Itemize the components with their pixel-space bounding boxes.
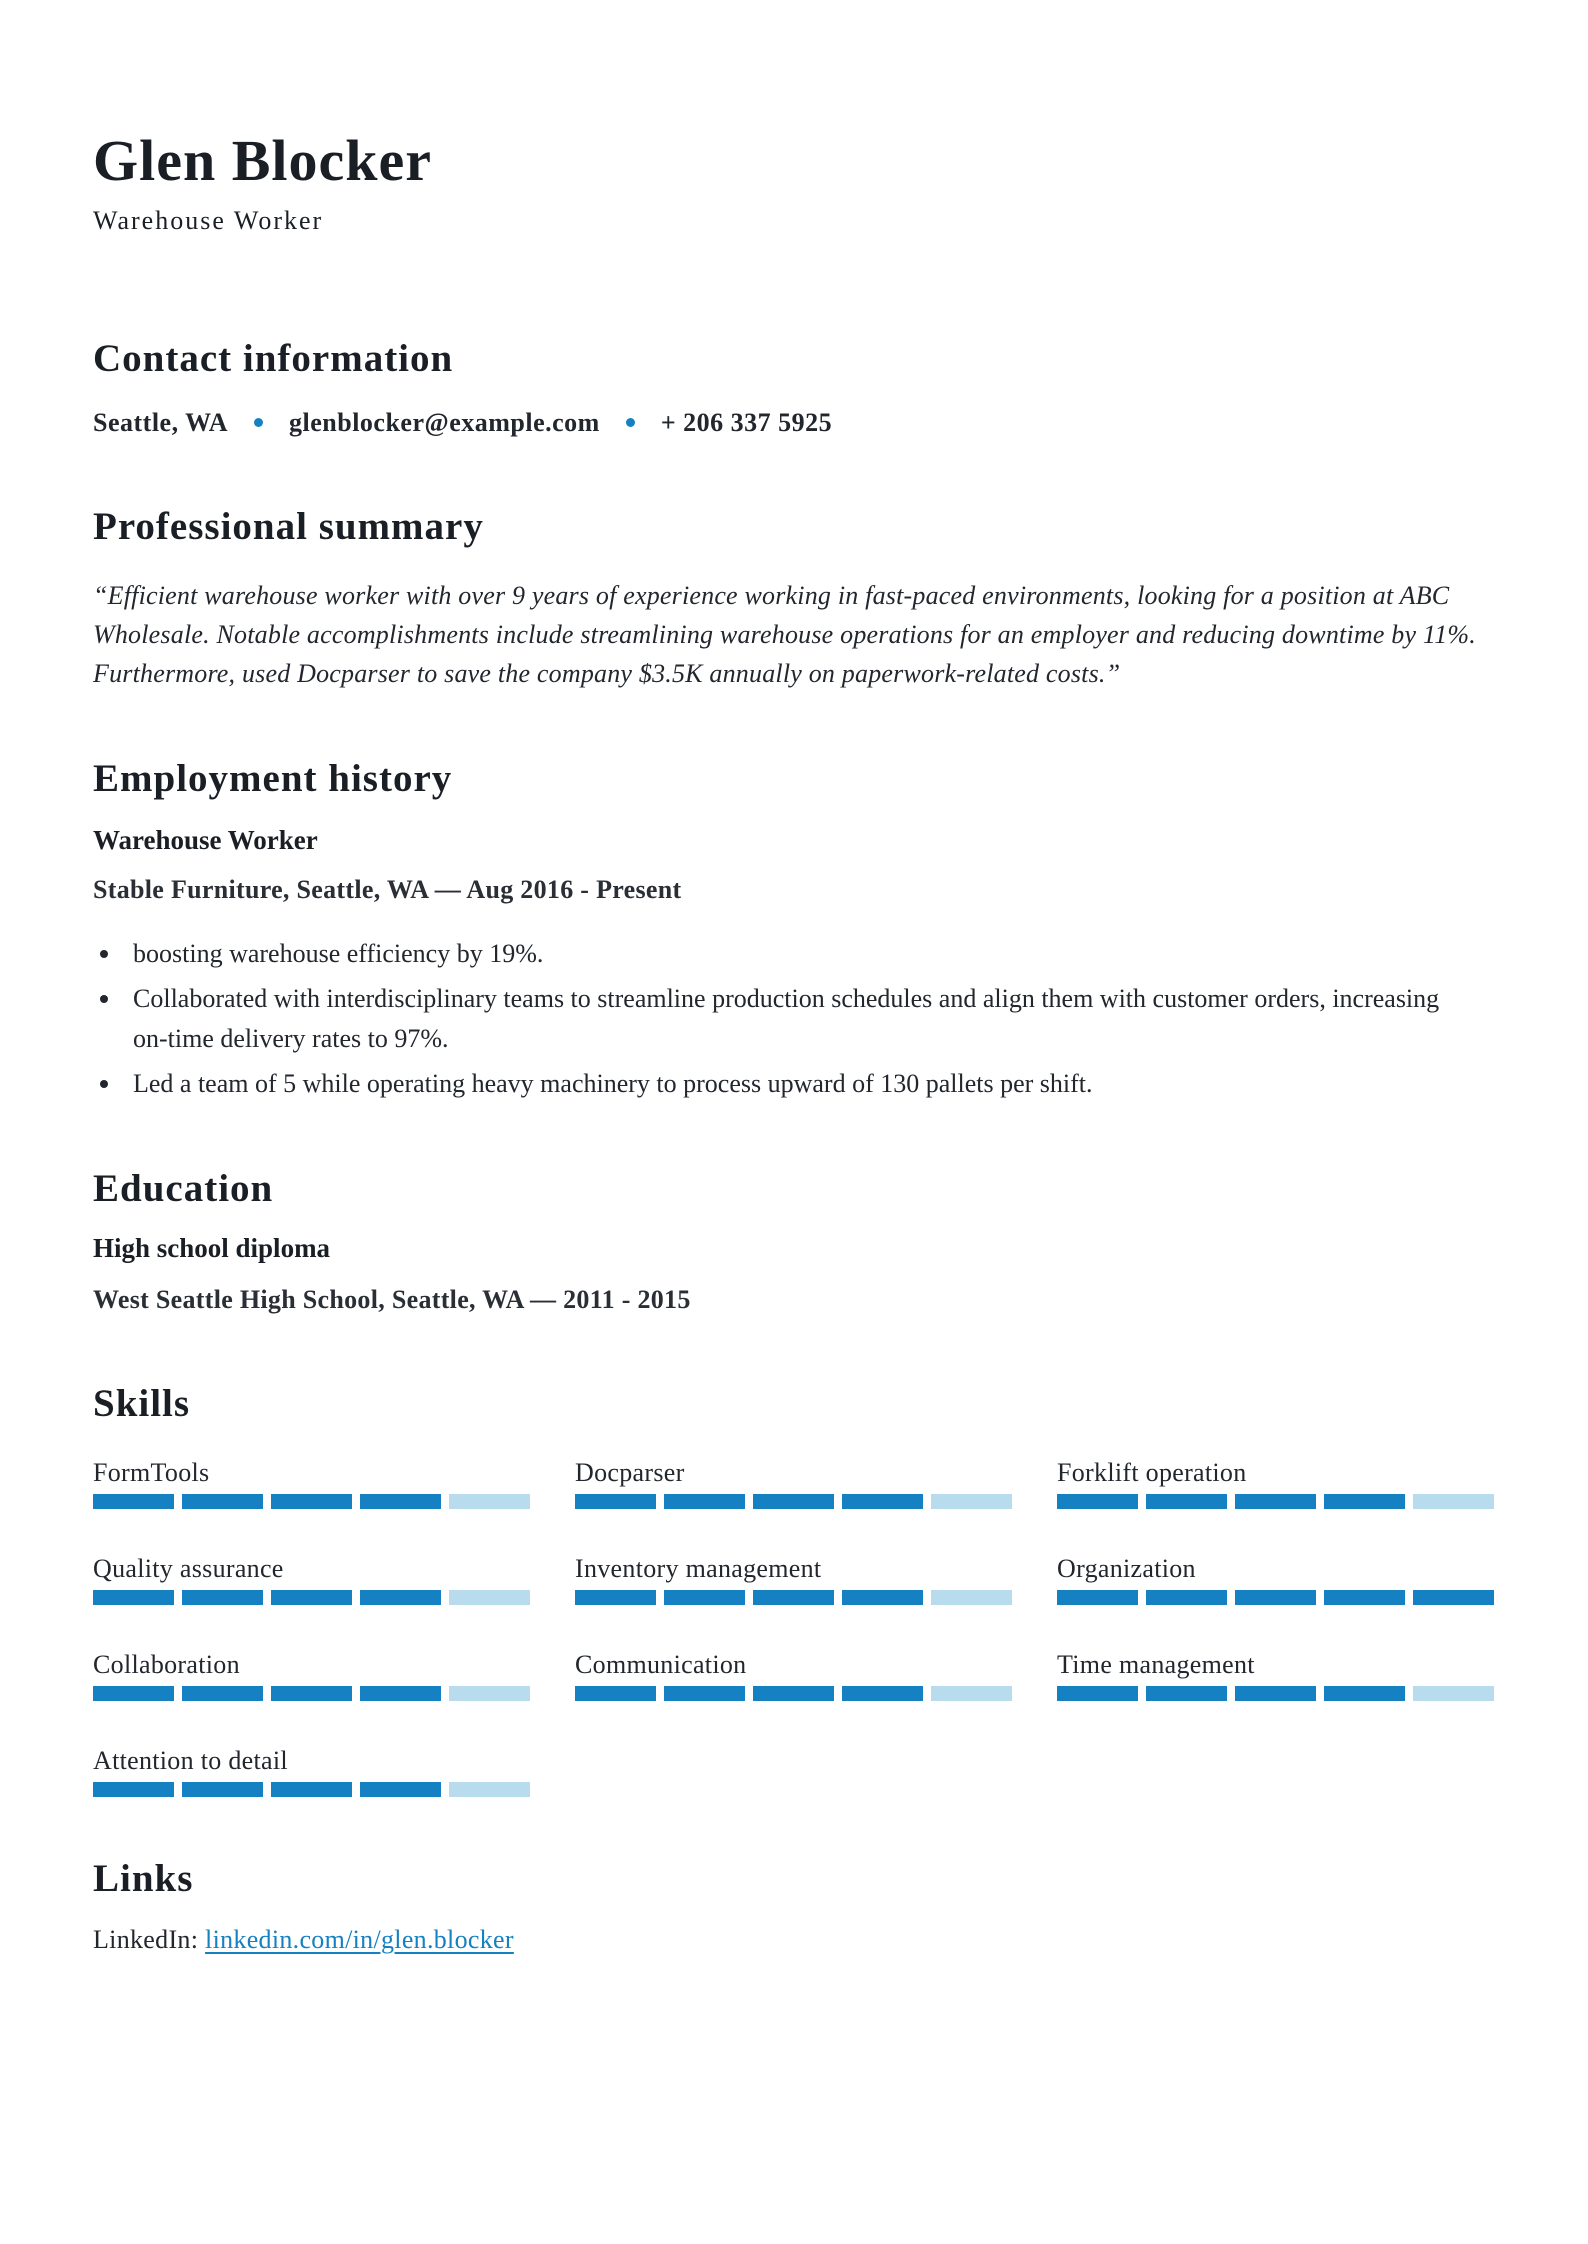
- skill-item: [1057, 1553, 1494, 1605]
- skill-item: [1057, 1457, 1494, 1509]
- skill-bar-segment: [1324, 1590, 1405, 1605]
- skill-bar-segment: [360, 1494, 441, 1509]
- skill-item: [575, 1649, 1012, 1701]
- skill-bar-segment: [93, 1686, 174, 1701]
- skill-bar-segment: [664, 1494, 745, 1509]
- skill-item: [93, 1553, 530, 1605]
- skill-bar-segment: [271, 1590, 352, 1605]
- person-job-title: Warehouse Worker: [93, 206, 324, 235]
- skill-bar-segment: [1235, 1686, 1316, 1701]
- skill-name: Time management: [1057, 1650, 1255, 1679]
- link-label: LinkedIn:: [93, 1925, 199, 1954]
- section-professional-summary: [93, 504, 1495, 693]
- job-bullet: Collaborated with interdisciplinary teams to streamline production schedules and align them with customer orders, increasing on-time delivery rates to 97%.: [93, 979, 1473, 1059]
- skill-bar-segment: [1057, 1590, 1138, 1605]
- skill-bar-segment: [664, 1686, 745, 1701]
- skill-bar-segment: [271, 1686, 352, 1701]
- section-employment-history: [93, 756, 1495, 1104]
- skill-bar-segment: [664, 1590, 745, 1605]
- skill-rating-bar: [93, 1686, 530, 1701]
- skill-bar-segment: [753, 1494, 834, 1509]
- skill-bar-segment: [931, 1494, 1012, 1509]
- skill-bar-segment: [360, 1782, 441, 1797]
- employment-heading: Employment history: [93, 757, 453, 800]
- skill-bar-segment: [1146, 1590, 1227, 1605]
- skill-item: [93, 1745, 530, 1797]
- section-skills: [93, 1381, 1495, 1797]
- summary-text: “Efficient warehouse worker with over 9 years of experience working in fast-paced environments, looking for a position at ABC Wholesale. Notable accomplishments include streamlining warehouse operations for an employer and reducing downtime by 11%. Furthermore, used Docparser to save the company $3.5K annually on paperwork-related costs.”: [93, 581, 1476, 688]
- linkedin-link[interactable]: linkedin.com/in/glen.blocker: [205, 1925, 514, 1954]
- skill-rating-bar: [1057, 1686, 1494, 1701]
- skill-rating-bar: [1057, 1494, 1494, 1509]
- job-bullet: boosting warehouse efficiency by 19%.: [93, 934, 1473, 974]
- skills-grid: [93, 1457, 1495, 1797]
- skill-rating-bar: [575, 1494, 1012, 1509]
- skill-bar-segment: [182, 1686, 263, 1701]
- job-bullet: Led a team of 5 while operating heavy machinery to process upward of 130 pallets per shift.: [93, 1064, 1473, 1104]
- skill-name: Communication: [575, 1650, 747, 1679]
- skill-bar-segment: [449, 1590, 530, 1605]
- skill-bar-segment: [93, 1782, 174, 1797]
- skill-name: Attention to detail: [93, 1746, 288, 1775]
- skill-bar-segment: [93, 1494, 174, 1509]
- contact-row: [93, 406, 1495, 440]
- skill-rating-bar: [575, 1686, 1012, 1701]
- contact-location: Seattle, WA: [93, 408, 229, 437]
- skill-bar-segment: [931, 1686, 1012, 1701]
- skill-bar-segment: [182, 1494, 263, 1509]
- skill-name: Forklift operation: [1057, 1458, 1247, 1487]
- separator-dot-icon: [254, 418, 263, 427]
- skill-item: [1057, 1649, 1494, 1701]
- skill-name: Inventory management: [575, 1554, 822, 1583]
- skill-bar-segment: [182, 1782, 263, 1797]
- skill-name: FormTools: [93, 1458, 210, 1487]
- skill-bar-segment: [93, 1590, 174, 1605]
- skill-bar-segment: [449, 1494, 530, 1509]
- skill-bar-segment: [1057, 1494, 1138, 1509]
- links-line: [93, 1923, 1495, 1957]
- contact-heading: Contact information: [93, 337, 454, 380]
- skill-bar-segment: [360, 1686, 441, 1701]
- skill-bar-segment: [1146, 1686, 1227, 1701]
- skill-bar-segment: [449, 1782, 530, 1797]
- skills-heading: Skills: [93, 1382, 191, 1425]
- skill-bar-segment: [1413, 1494, 1494, 1509]
- skill-bar-segment: [753, 1686, 834, 1701]
- skill-name: Docparser: [575, 1458, 685, 1487]
- skill-item: [575, 1457, 1012, 1509]
- separator-dot-icon: [626, 418, 635, 427]
- skill-bar-segment: [575, 1686, 656, 1701]
- skill-bar-segment: [1324, 1494, 1405, 1509]
- skill-bar-segment: [1235, 1494, 1316, 1509]
- skill-bar-segment: [182, 1590, 263, 1605]
- skill-name: Organization: [1057, 1554, 1196, 1583]
- skill-name: Quality assurance: [93, 1554, 284, 1583]
- skill-bar-segment: [931, 1590, 1012, 1605]
- skill-bar-segment: [449, 1686, 530, 1701]
- skill-rating-bar: [93, 1590, 530, 1605]
- person-name: Glen Blocker: [93, 128, 433, 193]
- contact-phone: + 206 337 5925: [660, 408, 833, 437]
- job-title: Warehouse Worker: [93, 825, 318, 855]
- skill-rating-bar: [575, 1590, 1012, 1605]
- skill-bar-segment: [1146, 1494, 1227, 1509]
- summary-heading: Professional summary: [93, 505, 484, 548]
- skill-item: [93, 1457, 530, 1509]
- section-links: [93, 1856, 1495, 1957]
- skill-rating-bar: [93, 1782, 530, 1797]
- skill-rating-bar: [1057, 1590, 1494, 1605]
- skill-bar-segment: [1324, 1686, 1405, 1701]
- skill-bar-segment: [1413, 1686, 1494, 1701]
- section-education: [93, 1166, 1495, 1317]
- education-heading: Education: [93, 1167, 274, 1210]
- skill-bar-segment: [575, 1590, 656, 1605]
- education-meta: West Seattle High School, Seattle, WA — 2011 - 2015: [93, 1285, 691, 1314]
- skill-rating-bar: [93, 1494, 530, 1509]
- education-degree: High school diploma: [93, 1233, 331, 1263]
- contact-email: glenblocker@example.com: [289, 408, 600, 437]
- skill-bar-segment: [575, 1494, 656, 1509]
- skill-bar-segment: [1057, 1686, 1138, 1701]
- skill-name: Collaboration: [93, 1650, 240, 1679]
- skill-bar-segment: [271, 1782, 352, 1797]
- skill-bar-segment: [842, 1686, 923, 1701]
- skill-bar-segment: [1413, 1590, 1494, 1605]
- skill-bar-segment: [842, 1494, 923, 1509]
- resume-header: [93, 128, 1495, 236]
- skill-bar-segment: [753, 1590, 834, 1605]
- skill-bar-segment: [271, 1494, 352, 1509]
- skill-bar-segment: [1235, 1590, 1316, 1605]
- skill-bar-segment: [360, 1590, 441, 1605]
- skill-bar-segment: [842, 1590, 923, 1605]
- job-bullet-list: [93, 934, 1473, 1104]
- skill-item: [93, 1649, 530, 1701]
- section-contact: [93, 336, 1495, 440]
- skill-item: [575, 1553, 1012, 1605]
- job-meta: Stable Furniture, Seattle, WA — Aug 2016 - Present: [93, 875, 682, 904]
- links-heading: Links: [93, 1857, 194, 1900]
